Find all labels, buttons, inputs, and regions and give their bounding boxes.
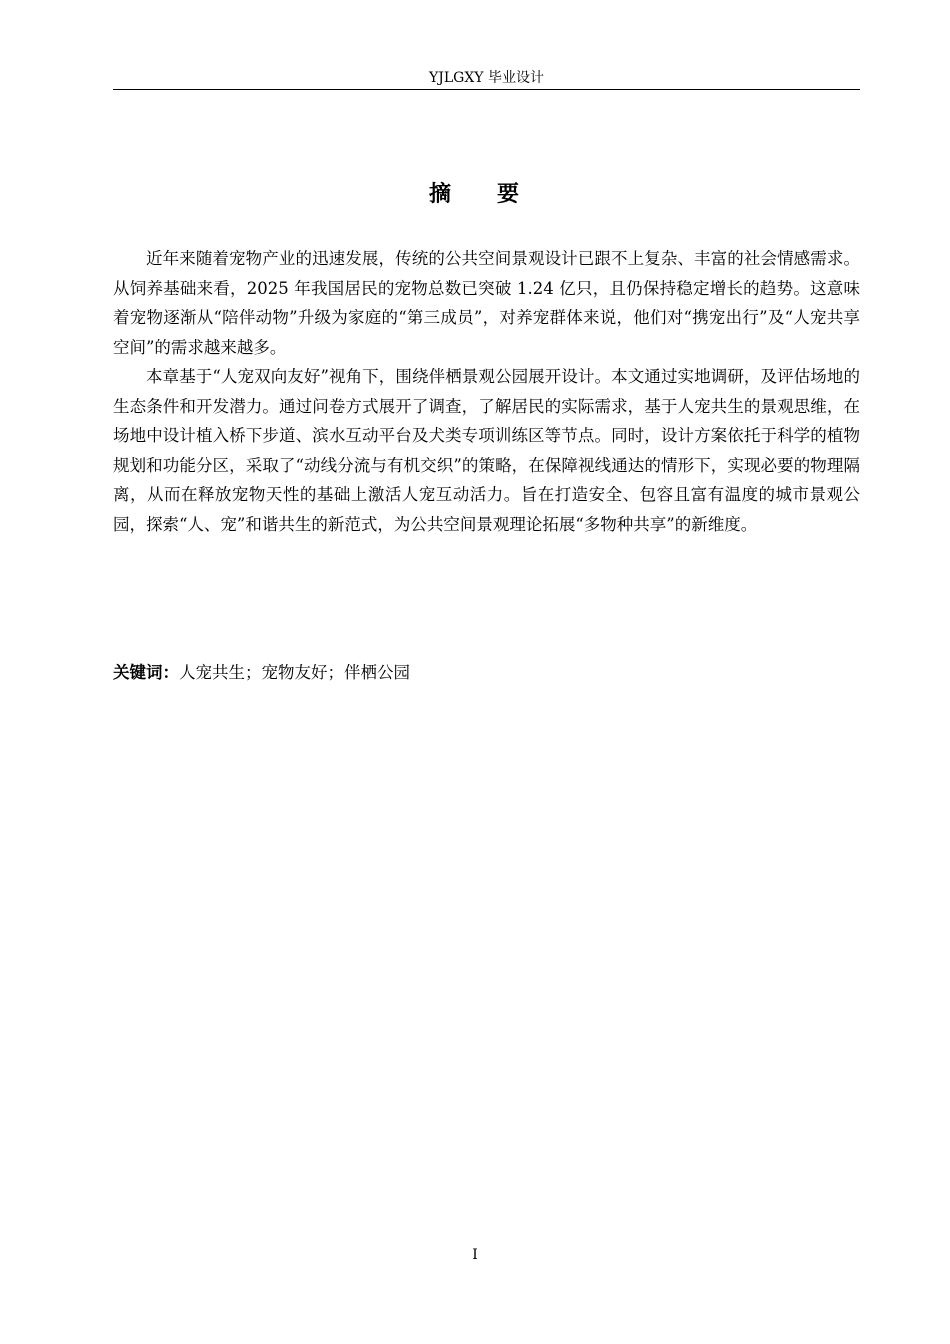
page-number: I — [472, 1247, 478, 1263]
keywords-values: 人宠共生；宠物友好；伴栖公园 — [179, 663, 410, 682]
abstract-body — [113, 244, 860, 539]
abstract-paragraph-2: 本章基于“人宠双向友好”视角下，围绕伴栖景观公园展开设计。本文通过实地调研，及评估场地的生态条件和开发潜力。通过问卷方式展开了调查，了解居民的实际需求，基于人宠共生的景观思维，在场地中设计植入桥下步道、滨水互动平台及犬类专项训练区等节点。同时，设计方案依托于科学的植物规划和功能分区，采取了“动线分流与有机交织”的策略，在保障视线通达的情形下，实现必要的物理隔离，从而在释放宠物天性的基础上激活人宠互动活力。旨在打造安全、包容且富有温度的城市景观公园，探索“人、宠”和谐共生的新范式，为公共空间景观理论拓展“多物种共享”的新维度。 — [113, 367, 860, 534]
keywords-label: 关键词： — [113, 663, 179, 682]
abstract-title — [0, 180, 950, 210]
abstract-paragraph-1: 近年来随着宠物产业的迅速发展，传统的公共空间景观设计已跟不上复杂、丰富的社会情感需求。从饲养基础来看，2025 年我国居民的宠物总数已突破 1.24 亿只，且仍保持稳定增长的趋势。这意味着宠物逐渐从“陪伴动物”升级为家庭的“第三成员”，对养宠群体来说，他们对“携宠出行”及“人宠共享空间”的需求越来越多。 — [113, 249, 860, 357]
header-text: YJLGXY 毕业设计 — [429, 70, 544, 86]
title-char-1: 摘 — [428, 182, 453, 207]
keywords-line — [113, 658, 860, 687]
title-char-2: 要 — [497, 182, 522, 207]
page-header — [113, 68, 860, 90]
